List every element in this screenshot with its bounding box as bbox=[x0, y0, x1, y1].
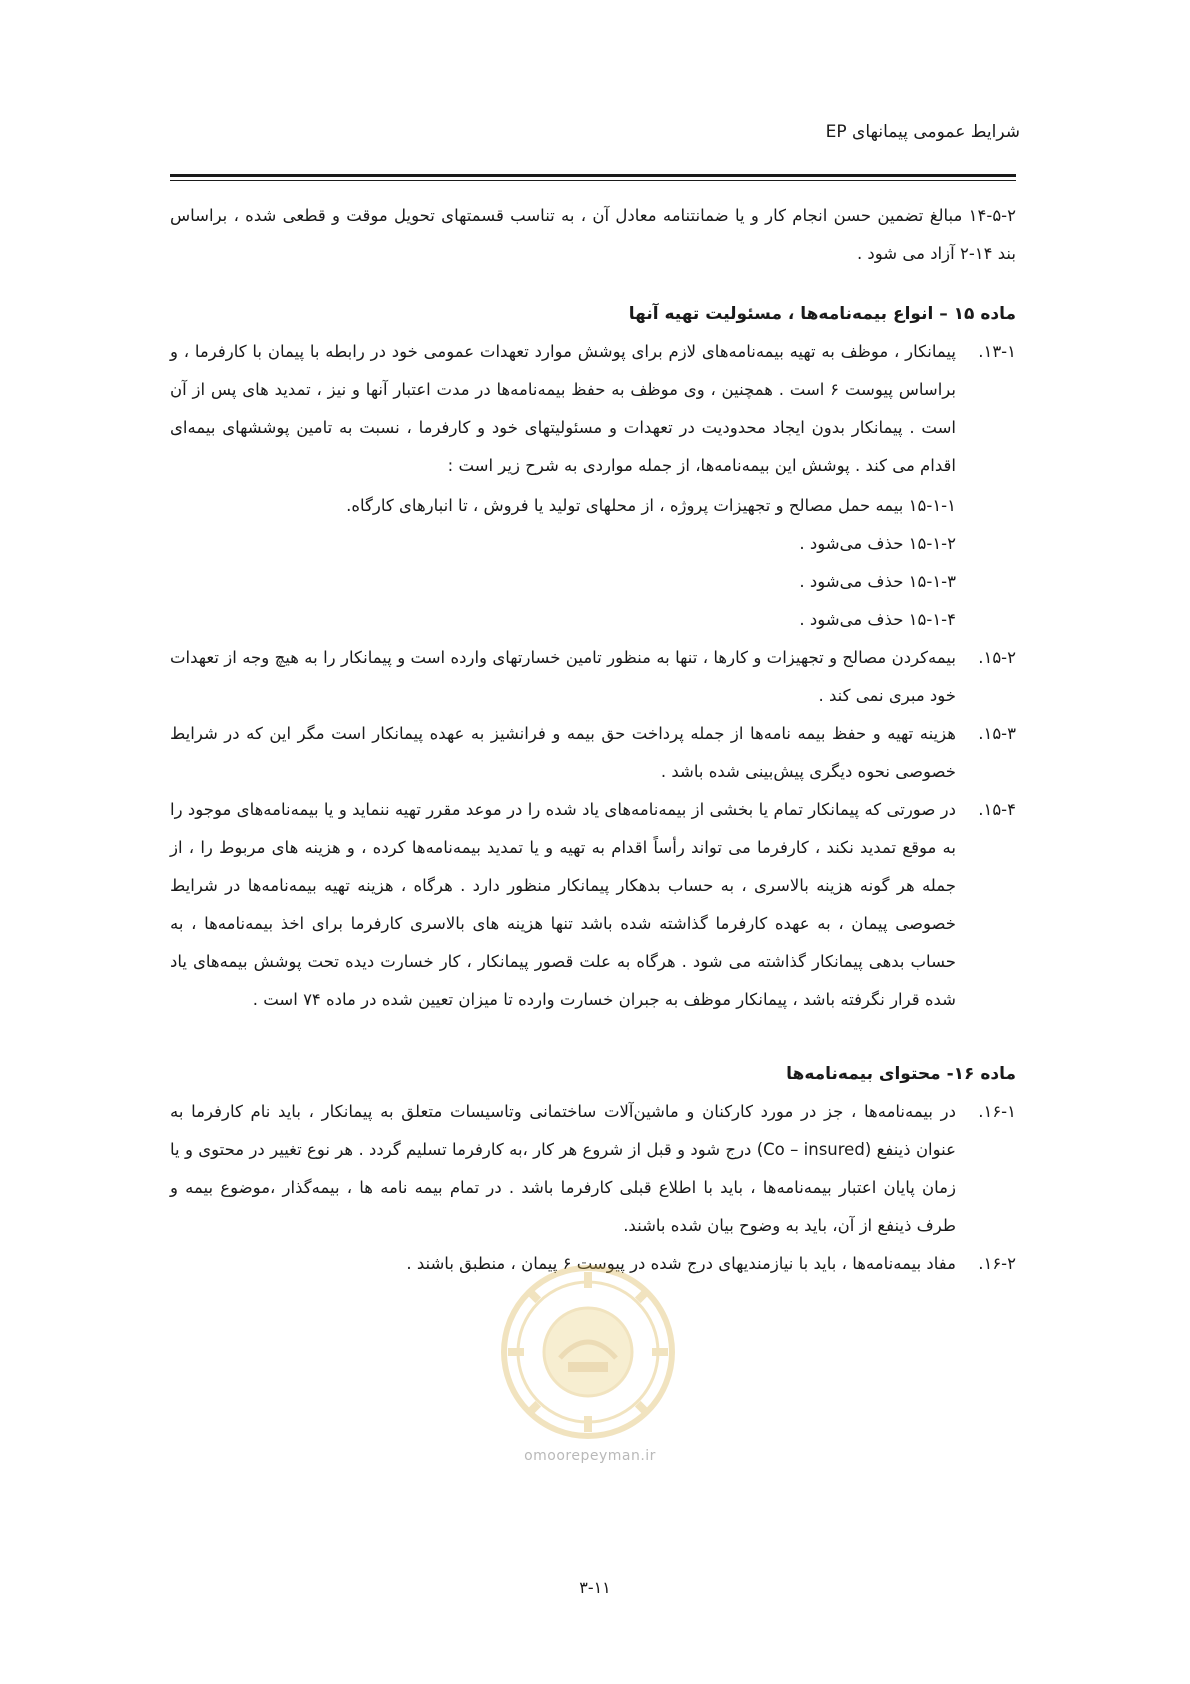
clause-text: در صورتی که پیمانکار تمام یا بخشی از بیمه‌نامه‌های یاد شده را در موعد مقرر تهیه ننماید و یا بیمه‌نامه‌های موجود را به موقع تمدید نکند ، کارفرما می تواند رأساً اقدام به تهیه و یا تمدید بیمه‌نامه‌ها کرده ، و هزینه های مربوط را ، از جمله هر گونه هزینه بالاسری ، به حساب بدهکار پیمانکار منظور دارد . هرگاه ، هزینه تهیه بیمه‌نامه‌ها در شرایط خصوصی پیمان ، به عهده کارفرما گذاشته شده باشد تنها هزینه های بالاسری کارفرما برای اخذ بیمه‌نامه‌ها ، به حساب بدهی پیمانکار گذاشته می شود . هرگاه به علت قصور پیمانکار ، کار خسارت دیده تحت پوشش بیمه‌های یاد شده قرار نگرفته باشد ، پیمانکار موظف به جبران خسارت وارده تا میزان تعیین شده در ماده ۷۴ است . bbox=[170, 800, 956, 1009]
running-header-title: شرایط عمومی پیمانهای EP bbox=[825, 122, 1020, 142]
clause-text: پیمانکار ، موظف به تهیه بیمه‌نامه‌های لازم برای پوشش موارد تعهدات عمومی خود در رابطه با پیمان با کارفرما ، و براساس پیوست ۶ است . همچنین ، وی موظف به حفظ بیمه‌نامه‌ها در مدت اعتبار آنها و نیز ، تمدید های پس از آن است . پیمانکار بدون ایجاد محدودیت در تعهدات و مسئولیتهای خود و کارفرما ، نسبت به تامین پوششهای بیمه‌ای اقدام می کند . پوشش این بیمه‌نامه‌ها، از جمله مواردی به شرح زیر است : bbox=[170, 342, 957, 475]
clause-number: ۱۵-۴. bbox=[978, 800, 1016, 819]
clause-number: ۱۶-۱. bbox=[978, 1102, 1016, 1121]
clause-16-1 bbox=[170, 1093, 1016, 1245]
clause-15-2 bbox=[170, 639, 1016, 715]
clause-number: ۱۵-۳. bbox=[978, 724, 1016, 743]
body-content bbox=[170, 197, 1016, 1283]
clause-text: مفاد بیمه‌نامه‌ها ، باید با نیازمندیهای درج شده در پیوست ۶ پیمان ، منطبق باشند . bbox=[406, 1254, 956, 1273]
sub-clause-list bbox=[170, 487, 1016, 639]
header-rule-thin bbox=[170, 180, 1016, 181]
sub-clause: ۱۵-۱-۳ حذف می‌شود . bbox=[799, 572, 956, 591]
clause-number: ۱۶-۲. bbox=[978, 1254, 1016, 1273]
clause-15-1 bbox=[170, 333, 1016, 485]
page-number: ۳-۱۱ bbox=[579, 1578, 611, 1597]
intro-paragraph: ۱۴-۵-۲ مبالغ تضمین حسن انجام کار و یا ضمانتنامه معادل آن ، به تناسب قسمتهای تحویل موقت و قطعی شده ، براساس بند ۱۴-۲ آزاد می شود . bbox=[170, 206, 1016, 263]
article-16-heading: ماده ۱۶- محتوای بیمه‌نامه‌ها bbox=[786, 1064, 1016, 1084]
clause-15-4 bbox=[170, 791, 1016, 1019]
watermark-text: omoorepeyman.ir bbox=[524, 1448, 656, 1464]
clause-number: ۱۳-۱. bbox=[978, 342, 1016, 361]
sub-clause: ۱۵-۱-۱ بیمه حمل مصالح و تجهیزات پروژه ، از محلهای تولید یا فروش ، تا انبارهای کارگاه. bbox=[346, 496, 956, 515]
sub-clause: ۱۵-۱-۲ حذف می‌شود . bbox=[799, 534, 956, 553]
watermark-seal-icon bbox=[498, 1262, 678, 1442]
sub-clause: ۱۵-۱-۴ حذف می‌شود . bbox=[799, 610, 956, 629]
clause-text: در بیمه‌نامه‌ها ، جز در مورد کارکنان و ماشین‌آلات ساختمانی وتاسیسات متعلق به پیمانکار ، باید نام کارفرما به عنوان ذینفع (Co – insured) درج شود و قبل از شروع هر کار ،به کارفرما تسلیم گردد . هر نوع تغییر در محتوی و یا زمان پایان اعتبار بیمه‌نامه‌ها ، باید با اطلاع قبلی کارفرما باشد . در تمام بیمه نامه ها ، بیمه‌گذار ،موضوع بیمه و طرف ذینفع از آن، باید به وضوح بیان شده باشند. bbox=[170, 1102, 956, 1235]
clause-number: ۱۵-۲. bbox=[978, 648, 1016, 667]
article-15-heading: ماده ۱۵ – انواع بیمه‌نامه‌ها ، مسئولیت تهیه آنها bbox=[628, 304, 1016, 324]
clause-text: بیمه‌کردن مصالح و تجهیزات و کارها ، تنها به منظور تامین خسارتهای وارده است و پیمانکار را به هیچ وجه از تعهدات خود مبری نمی کند . bbox=[170, 648, 956, 705]
clause-text: هزینه تهیه و حفظ بیمه نامه‌ها از جمله پرداخت حق بیمه و فرانشیز به عهده پیمانکار است مگر این که در شرایط خصوصی نحوه دیگری پیش‌بینی شده باشد . bbox=[170, 724, 956, 781]
header-rule-thick bbox=[170, 174, 1016, 177]
clause-15-3 bbox=[170, 715, 1016, 791]
